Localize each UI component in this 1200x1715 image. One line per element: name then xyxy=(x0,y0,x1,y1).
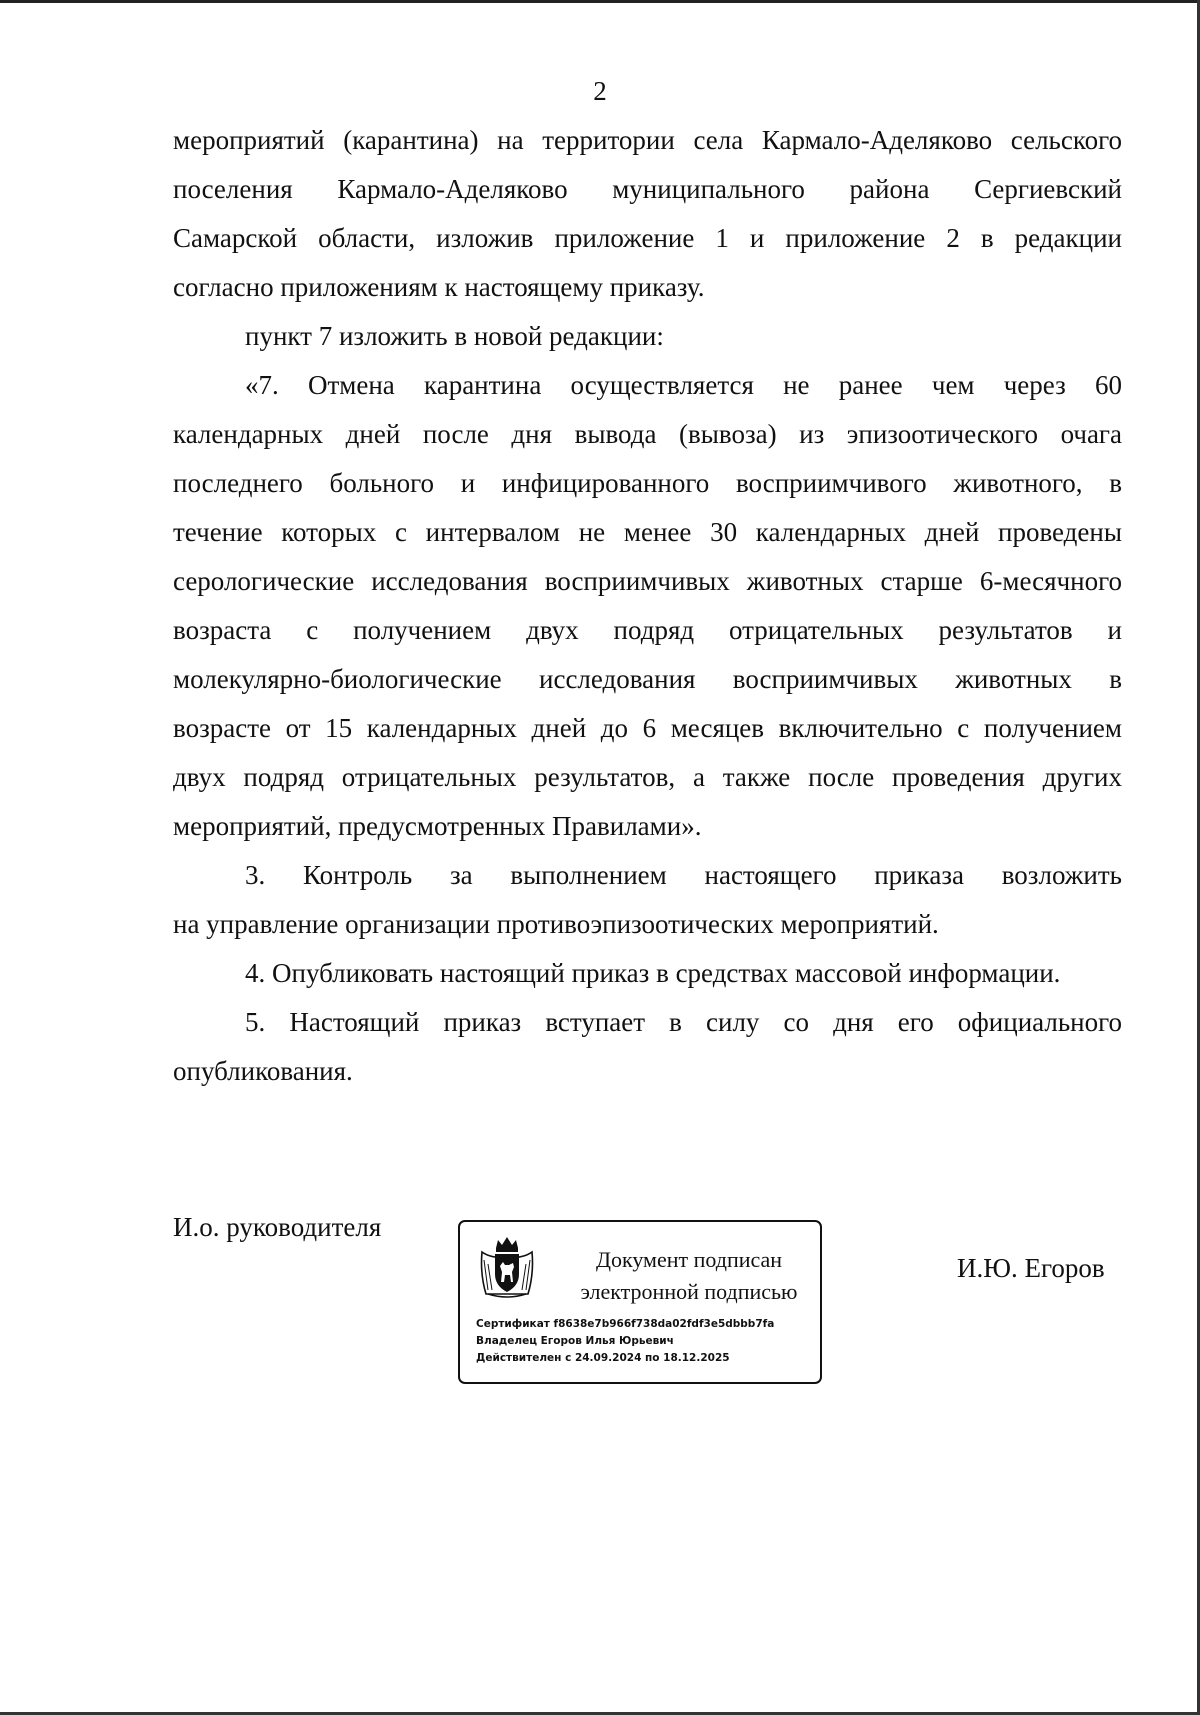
text-line: двух подряд отрицательных результатов, а также после проведения других xyxy=(173,762,1122,792)
signer-role: И.о. руководителя xyxy=(173,1212,382,1242)
text-line: течение которых с интервалом не менее 30 календарных дней проведены xyxy=(173,517,1122,547)
stamp-owner: Владелец Егоров Илья Юрьевич xyxy=(476,1335,674,1347)
paragraph-continuation xyxy=(173,116,1122,312)
text-line: возрасте от 15 календарных дней до 6 месяцев включительно с получением xyxy=(173,713,1122,743)
stamp-title-line: Документ подписан xyxy=(595,1247,783,1272)
text-line: пункт 7 изложить в новой редакции: xyxy=(245,321,664,351)
paragraph-item-4 xyxy=(173,949,1122,998)
text-line: последнего больного и инфицированного восприимчивого животного, в xyxy=(173,468,1122,498)
paragraph-item-7 xyxy=(173,361,1122,851)
stamp-certificate-details xyxy=(476,1316,774,1367)
text-line: молекулярно-биологические исследования восприимчивых животных в xyxy=(173,664,1122,694)
stamp-title xyxy=(568,1244,810,1308)
stamp-title-line: электронной подписью xyxy=(580,1279,798,1304)
electronic-signature-stamp xyxy=(458,1220,822,1384)
paragraph-item-5 xyxy=(173,998,1122,1096)
samara-region-coat-of-arms-icon xyxy=(478,1234,536,1302)
text-line: поселения Кармало-Аделяково муниципального района Сергиевский xyxy=(173,174,1122,204)
signer-name: И.Ю. Егоров xyxy=(957,1253,1105,1283)
text-line: согласно приложениям к настоящему приказу. xyxy=(173,272,705,302)
text-line: на управление организации противоэпизоотических мероприятий. xyxy=(173,909,939,939)
text-line: возраста с получением двух подряд отрицательных результатов и xyxy=(173,615,1122,645)
text-line: мероприятий (карантина) на территории села Кармало-Аделяково сельского xyxy=(173,125,1122,155)
text-line: 4. Опубликовать настоящий приказ в средствах массовой информации. xyxy=(245,958,1061,988)
stamp-certificate: Сертификат f8638e7b966f738da02fdf3e5dbbb7fa xyxy=(476,1318,775,1330)
stamp-validity: Действителен с 24.09.2024 по 18.12.2025 xyxy=(476,1352,730,1364)
scan-edge-top xyxy=(0,0,1200,3)
text-line: календарных дней после дня вывода (вывоза) из эпизоотического очага xyxy=(173,419,1122,449)
text-line: 3. Контроль за выполнением настоящего приказа возложить xyxy=(245,860,1122,890)
paragraph-item-7-intro xyxy=(173,312,1122,361)
text-line: мероприятий, предусмотренных Правилами». xyxy=(173,811,702,841)
text-line: «7. Отмена карантина осуществляется не ранее чем через 60 xyxy=(245,370,1122,400)
paragraph-item-3 xyxy=(173,851,1122,949)
text-line: 5. Настоящий приказ вступает в силу со дня его официального xyxy=(245,1007,1122,1037)
text-line: опубликования. xyxy=(173,1056,353,1086)
text-line: Самарской области, изложив приложение 1 и приложение 2 в редакции xyxy=(173,223,1122,253)
page-number: 2 xyxy=(593,76,607,106)
text-line: серологические исследования восприимчивых животных старше 6-месячного xyxy=(173,566,1122,596)
